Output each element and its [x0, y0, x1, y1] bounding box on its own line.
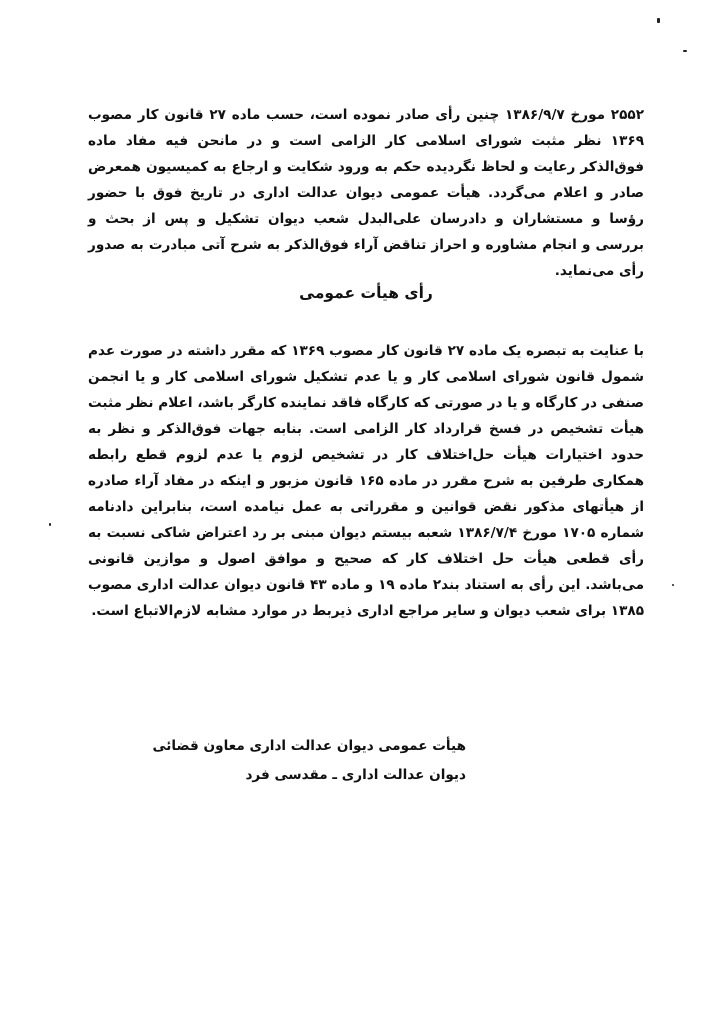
- scan-speck: [672, 584, 674, 586]
- body-paragraph-1: ۲۵۵۲ مورخ ۱۳۸۶/۹/۷ چنین رأی صادر نموده است، حسب ماده ۲۷ قانون کار مصوب ۱۳۶۹ نظر مثبت شورای اسلامی کار الزامی است و در مانحن فیه مفاد ماده فوق‌الذکر رعایت و لحاظ نگردیده حکم به ورود شکایت و ارجاع به کمیسیون همعرض صادر و اعلام می‌گردد. هیأت عمومی دیوان عدالت اداری در تاریخ فوق با حضور رؤسا و مستشاران و دادرسان علی‌البدل شعب دیوان تشکیل و پس از بحث و بررسی و انجام مشاوره و احراز تناقض آراء فوق‌الذکر به شرح آتی مبادرت به صدور رأی می‌نماید.: [88, 106, 644, 279]
- scan-speck: [683, 50, 687, 52]
- scan-speck: [657, 18, 660, 23]
- scan-speck: [49, 523, 51, 526]
- signature-line-2: دیوان عدالت اداری ـ مقدسی فرد: [245, 767, 466, 783]
- section-heading: رأی هیأت عمومی: [299, 284, 433, 302]
- body-paragraph-2: با عنایت به تبصره یک ماده ۲۷ قانون کار مصوب ۱۳۶۹ که مقرر داشته در صورت عدم شمول قانون شورای اسلامی کار و یا عدم تشکیل شورای اسلامی کار و یا انجمن صنفی در کارگاه و یا در صورتی که کارگاه فاقد نماینده کارگر باشد، اعلام نظر مثبت هیأت تشخیص در فسخ قرارداد کار الزامی است. بنابه جهات فوق‌الذکر و نظر به حدود اختیارات هیأت حل‌اختلاف کار در تشخیص لزوم یا عدم لزوم قطع رابطه همکاری طرفین به شرح مقرر در ماده ۱۶۵ قانون مزبور و اینکه در مفاد آراء صادره از هیأتهای مذکور نقض قوانین و مقرراتی به عمل نیامده است، بنابراین دادنامه شماره ۱۷۰۵ مورخ ۱۳۸۶/۷/۴ شعبه بیستم دیوان مبنی بر رد اعتراض شاکی نسبت به رأی قطعی هیأت حل اختلاف کار که صحیح و موافق اصول و موازین قانونی می‌باشد. این رأی به استناد بند۲ ماده ۱۹ و ماده ۴۳ قانون دیوان عدالت اداری مصوب ۱۳۸۵ برای شعب دیوان و سایر مراجع اداری ذیربط در موارد مشابه لازم‌الاتباع است.: [88, 342, 645, 619]
- signature-line-1: هیأت عمومی دیوان عدالت اداری معاون قضائی: [152, 738, 466, 754]
